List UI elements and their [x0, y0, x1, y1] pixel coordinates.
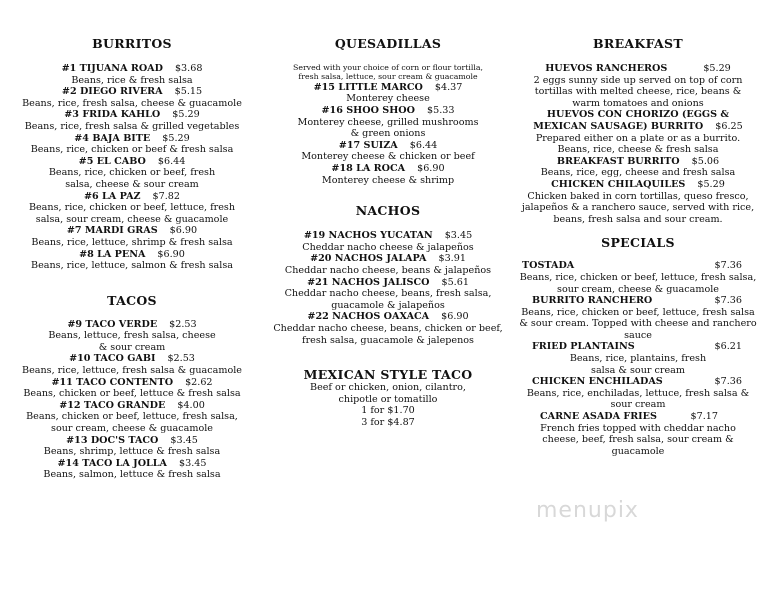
item-price: $6.25 [715, 120, 743, 132]
item-desc: 2 eggs sunny side up served on top of corn tortillas with melted cheese, rice, beans & warm tomatoes and onions [533, 74, 743, 109]
item-price: $3.45 [170, 434, 198, 446]
item-desc: Beans, rice, egg, cheese and fresh salsa [540, 167, 736, 179]
mexican-taco-desc: Beef or chicken, onion, cilantro, chipotle or tomatillo [310, 382, 466, 405]
menu-item [8, 249, 256, 272]
item-price: $4.00 [177, 399, 205, 411]
item-desc: Beans, shrimp, lettuce & fresh salsa [43, 446, 221, 458]
menu-item [8, 377, 256, 400]
menu-item [264, 311, 512, 346]
item-desc: Chicken baked in corn tortillas, queso fresco, jalapeños & a ranchero sauce, served with rice, beans, fresh salsa and sour cream. [521, 190, 755, 225]
menu-item [8, 191, 256, 226]
item-name: CARNE ASADA FRIES [540, 411, 657, 423]
item-price: $2.53 [169, 318, 197, 330]
item-price: $5.29 [162, 132, 190, 144]
nachos-heading: NACHOS [355, 203, 421, 219]
item-desc: Beans, salmon, lettuce & fresh salsa [43, 469, 221, 481]
item-price: $5.15 [174, 86, 203, 98]
menu-column-left [8, 0, 256, 481]
item-name: #22 NACHOS OAXACA [307, 311, 430, 323]
menu-item [264, 277, 512, 312]
item-name: #18 LA ROCA [331, 162, 406, 174]
item-name: BREAKFAST BURRITO [556, 155, 680, 167]
item-price: $7.36 [714, 260, 742, 272]
item-price: $6.44 [157, 155, 186, 167]
item-name: #13 DOC'S TACO [66, 434, 159, 446]
item-desc: Cheddar nacho cheese & jalapeños [302, 241, 474, 253]
item-desc: Beans, rice, plantains, fresh salsa & sour cream [569, 353, 707, 376]
menu-item [8, 353, 256, 376]
item-price: $7.82 [152, 190, 180, 202]
menu-item [8, 86, 256, 109]
burritos-heading: BURRITOS [92, 36, 172, 51]
item-desc: Cheddar nacho cheese, beans & jalapeños [284, 264, 492, 276]
item-price: $5.33 [427, 105, 455, 116]
item-name: CHICKEN ENCHILADAS [532, 376, 663, 388]
item-desc: Beans, rice, chicken or beef & fresh salsa [30, 144, 234, 156]
item-price: $5.29 [703, 63, 731, 74]
item-price: $3.91 [438, 253, 466, 265]
item-desc: French fries topped with cheddar nacho cheese, beef, fresh salsa, sour cream & guacamole [540, 422, 736, 457]
item-desc: Beans, rice, fresh salsa, cheese & guacamole [22, 97, 242, 109]
item-price: $5.61 [441, 276, 469, 288]
mexican-taco-price-triple: 3 for $4.87 [361, 416, 415, 428]
item-name: #20 NACHOS JALAPA [310, 253, 427, 265]
item-name: HUEVOS RANCHEROS [545, 63, 668, 74]
item-price: $7.36 [714, 376, 742, 388]
item-price: $4.37 [434, 81, 463, 93]
item-price: $7.17 [690, 411, 718, 423]
breakfast-heading: BREAKFAST [593, 36, 683, 51]
item-name: #8 LA PENA [79, 248, 146, 260]
menu-item [512, 376, 764, 411]
item-name: #3 FRIDA KAHLO [64, 109, 161, 121]
item-name: #14 TACO LA JOLLA [57, 457, 167, 469]
item-price: $6.90 [157, 248, 185, 260]
item-desc: Beans, rice & fresh salsa [71, 74, 193, 86]
item-name: #7 MARDI GRAS [66, 225, 158, 237]
item-name: #17 SUIZA [338, 139, 398, 151]
item-desc: Monterey cheese & chicken or beef [301, 151, 475, 163]
item-desc: Monterey cheese, grilled mushrooms & green onions [297, 116, 479, 140]
menu-item [512, 109, 764, 155]
item-name: #12 TACO GRANDE [59, 399, 166, 411]
item-desc: Beans, rice, lettuce, shrimp & fresh salsa [31, 236, 233, 248]
item-price: $5.29 [172, 109, 200, 121]
menu-item [512, 156, 764, 179]
menu-item [8, 435, 256, 458]
item-desc: Cheddar nacho cheese, beans, chicken or beef, fresh salsa, guacamole & jalepenos [273, 322, 503, 346]
menu-item [8, 63, 256, 86]
item-name: #2 DIEGO RIVERA [61, 86, 163, 98]
item-price: $3.45 [444, 230, 473, 242]
item-name: #6 LA PAZ [83, 190, 141, 202]
menu-item [8, 319, 256, 354]
item-desc: Beans, rice, lettuce, fresh salsa & guacamole [22, 365, 242, 377]
item-desc: Prepared either on a plate or as a burrito. Beans, rice, cheese & fresh salsa [535, 132, 741, 156]
item-price: $5.29 [697, 178, 725, 190]
item-name: #4 BAJA BITE [74, 132, 151, 144]
item-name: #9 TACO VERDE [67, 318, 158, 330]
item-price: $2.62 [185, 376, 213, 388]
item-price: $6.90 [441, 311, 469, 323]
item-name: #10 TACO GABI [69, 353, 156, 365]
menupix-watermark: menupix [536, 498, 639, 523]
item-price: $3.68 [174, 63, 203, 74]
item-price: $6.90 [417, 162, 445, 174]
mexican-taco-price-single: 1 for $1.70 [361, 405, 415, 417]
menu-item [512, 295, 764, 341]
menu-item [512, 63, 764, 109]
item-price: $3.45 [179, 457, 207, 469]
item-desc: Beans, lettuce, fresh salsa, cheese & sour cream [48, 330, 216, 353]
item-name: #21 NACHOS JALISCO [307, 276, 430, 288]
menu-item [8, 156, 256, 191]
specials-heading: SPECIALS [601, 235, 675, 251]
menu-item [264, 253, 512, 276]
item-name: HUEVOS CON CHORIZO (EGGS & MEXICAN SAUSAGE) BURRITO [533, 109, 730, 132]
item-desc: Monterey cheese [346, 93, 430, 105]
item-desc: Beans, rice, lettuce, salmon & fresh salsa [31, 260, 233, 272]
item-price: $6.44 [409, 139, 438, 151]
menu-item [8, 400, 256, 435]
item-desc: Cheddar nacho cheese, beans, fresh salsa, guacamole & jalapeños [284, 288, 492, 311]
menu-item [8, 109, 256, 132]
mexican-taco-heading: MEXICAN STYLE TACO [303, 367, 473, 383]
item-price: $5.06 [691, 155, 720, 167]
item-desc: Beans, rice, chicken or beef, lettuce, fresh salsa & sour cream. Topped with cheese and ranchero sauce [519, 306, 757, 341]
menu-item [264, 163, 512, 186]
item-name: TOSTADA [522, 260, 575, 272]
item-price: $2.53 [167, 353, 195, 365]
item-name: CHICKEN CHILAQUILES [551, 178, 686, 190]
item-price: $7.36 [714, 295, 742, 307]
item-name: #16 SHOO SHOO [321, 105, 415, 116]
item-price: $6.90 [169, 225, 198, 237]
item-name: FRIED PLANTAINS [532, 341, 635, 353]
menu-item [264, 82, 512, 105]
item-desc: Beans, rice, chicken or beef, lettuce, fresh salsa, sour cream, cheese & guacamole [519, 271, 757, 295]
item-desc: Monterey cheese & shrimp [321, 174, 455, 186]
menu-item [512, 179, 764, 225]
menu-item [512, 260, 764, 295]
item-desc: Beans, rice, chicken or beef, fresh salsa, cheese & sour cream [48, 167, 216, 190]
menu-item [8, 225, 256, 248]
item-price: $6.21 [714, 341, 742, 353]
menu-item [8, 458, 256, 481]
item-name: #19 NACHOS YUCATAN [303, 230, 433, 242]
item-desc: Beans, chicken or beef, lettuce, fresh salsa, sour cream, cheese & guacamole [26, 411, 238, 435]
menu-item [264, 105, 512, 140]
item-desc: Beans, chicken or beef, lettuce & fresh salsa [23, 388, 241, 400]
item-desc: Beans, rice, enchiladas, lettuce, fresh salsa & sour cream [526, 387, 750, 411]
quesadillas-heading: QUESADILLAS [334, 36, 442, 51]
menu-item [512, 341, 764, 376]
item-name: #1 TIJUANA ROAD [61, 63, 163, 74]
item-name: BURRITO RANCHERO [532, 295, 653, 307]
item-desc: Beans, rice, chicken or beef, lettuce, fresh salsa, sour cream, cheese & guacamole [28, 202, 236, 225]
menu-column-right [512, 0, 764, 457]
menu-item [512, 411, 764, 457]
item-name: #5 EL CABO [78, 155, 146, 167]
menu-column-middle [264, 0, 512, 428]
menu-item [264, 230, 512, 253]
item-name: #11 TACO CONTENTO [51, 376, 174, 388]
item-name: #15 LITTLE MARCO [313, 81, 423, 93]
menu-item [264, 140, 512, 163]
item-desc: Beans, rice, fresh salsa & grilled vegetables [24, 120, 240, 132]
menu-item [8, 133, 256, 156]
tacos-heading: TACOS [107, 292, 157, 308]
quesadillas-note: Served with your choice of corn or flour tortilla, fresh salsa, lettuce, sour cream & guacamole [293, 63, 483, 82]
